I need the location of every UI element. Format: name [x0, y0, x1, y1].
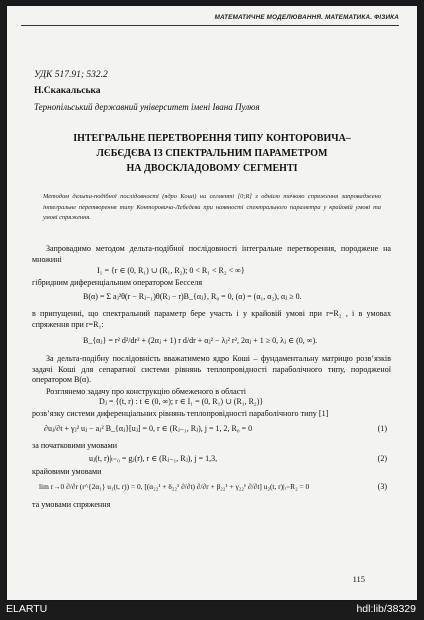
paragraph-intro: Запровадимо методом дельта-подібної послідовності інтегральне перетворення, породжене на множині [32, 244, 391, 264]
equation-2: uⱼ(t, r)|ₜ₌₀ = gⱼ(r), r ∈ (Rⱼ₋₁, Rⱼ), j = 1,3, [89, 454, 218, 463]
paragraph-system: розв’язку системи диференціальних рівнянь теплопровідності параболічного типу [1] [32, 409, 329, 418]
paragraph-problem: Розглянемо задачу про конструкцію обмеженого в області [46, 387, 247, 396]
repository-label: ELARTU [6, 603, 48, 615]
paragraph-delta-sequence: За дельта-подібну послідовність вважатимемо ядро Коші – фундаментальну матрицю розв’язків задачі Коші для сепаратної системи рівнянь теплопровідності параболічного типу, породженої оператором B(α). [32, 354, 391, 384]
paragraph-conjugation: та умовами спряження [32, 500, 111, 509]
header-rule [21, 25, 399, 26]
title-line-3: НА ДВОСКЛАДОВОМУ СЕГМЕНТІ [126, 163, 298, 174]
paragraph-bessel: гібридним диференціальним оператором Бесселя [32, 278, 203, 287]
equation-1-number: (1) [377, 424, 387, 433]
udk-code: УДК 517.91; 532.2 [34, 70, 108, 80]
affiliation: Тернопільський державний університет імені Івана Пулюя [34, 102, 260, 112]
running-head: МАТЕМАТИЧНЕ МОДЕЛЮВАННЯ. МАТЕМАТИКА. ФІЗИКА [214, 14, 399, 21]
title-line-2: ЛЄБЄДЄВА ІЗ СПЕКТРАЛЬНИМ ПАРАМЕТРОМ [96, 148, 328, 159]
equation-3: lim r→0 ∂/∂r (r^{2α₁} u₁(t, r)) = 0, [(α₂₂¹ + δ₂₂¹ ∂/∂t) ∂/∂r + β₂₂¹ + γ₂₂¹ ∂/∂t] u₂(t, r)|ᵣ₌R₂ = 0 [39, 482, 310, 491]
article-title [47, 131, 377, 176]
equation-1: ∂uⱼ/∂t + γⱼ² uⱼ − aⱼ² B_{αⱼ}[uⱼ] = 0, r ∈ (Rⱼ₋₁, Rⱼ), j = 1, 2, R₀ = 0 [44, 424, 253, 433]
document-page [7, 6, 417, 600]
paragraph-assumption: в припущенні, що спектральний параметр бере участь і у крайовій умові при r=R₂ , і в умовах спряження при r=R₁: [32, 309, 391, 329]
equation-set: I₁ = {r ∈ (0, R₁) ∪ (R₁, R₂); 0 < R₁ < R₂ < ∞} [97, 266, 245, 275]
equation-3-number: (3) [377, 482, 387, 491]
author-name: Н.Скакальська [34, 86, 101, 96]
equation-domain: Dⱼ = {(t, r) : t ∈ (0, ∞); r ∈ I₁ = (0, R₁) ∪ (R₁, R₂)} [99, 397, 264, 406]
page-number: 115 [352, 574, 365, 584]
handle-identifier: hdl:lib/38329 [356, 603, 416, 615]
equation-2-number: (2) [377, 454, 387, 463]
paragraph-initial: за початковими умовами [32, 441, 118, 450]
equation-operator: B_{αⱼ} = r² d²/dr² + (2αⱼ + 1) r d/dr + αⱼ² − λⱼ² r², 2αⱼ + 1 ≥ 0, λⱼ ∈ (0, ∞). [83, 336, 318, 345]
equation-bessel: B(α) = Σ aⱼ²θ(r − Rⱼ₋₁)θ(Rⱼ − r)B_{αⱼ}, R₀ = 0, (α) = (α₁, α₂), αⱼ ≥ 0. [83, 292, 302, 301]
abstract: Методом дельта-подібної послідовності (ядро Коші) на сегменті [0;R] з однією точкою спряження запроваджено інтегральне перетворення типу Конторовича-Лєбєдєва при наявності спектрального параметра у крайовій умові та умові спряження. [43, 193, 381, 221]
paragraph-boundary: крайовими умовами [32, 467, 102, 476]
title-line-1: ІНТЕГРАЛЬНЕ ПЕРЕТВОРЕННЯ ТИПУ КОНТОРОВИЧА– [73, 133, 351, 144]
